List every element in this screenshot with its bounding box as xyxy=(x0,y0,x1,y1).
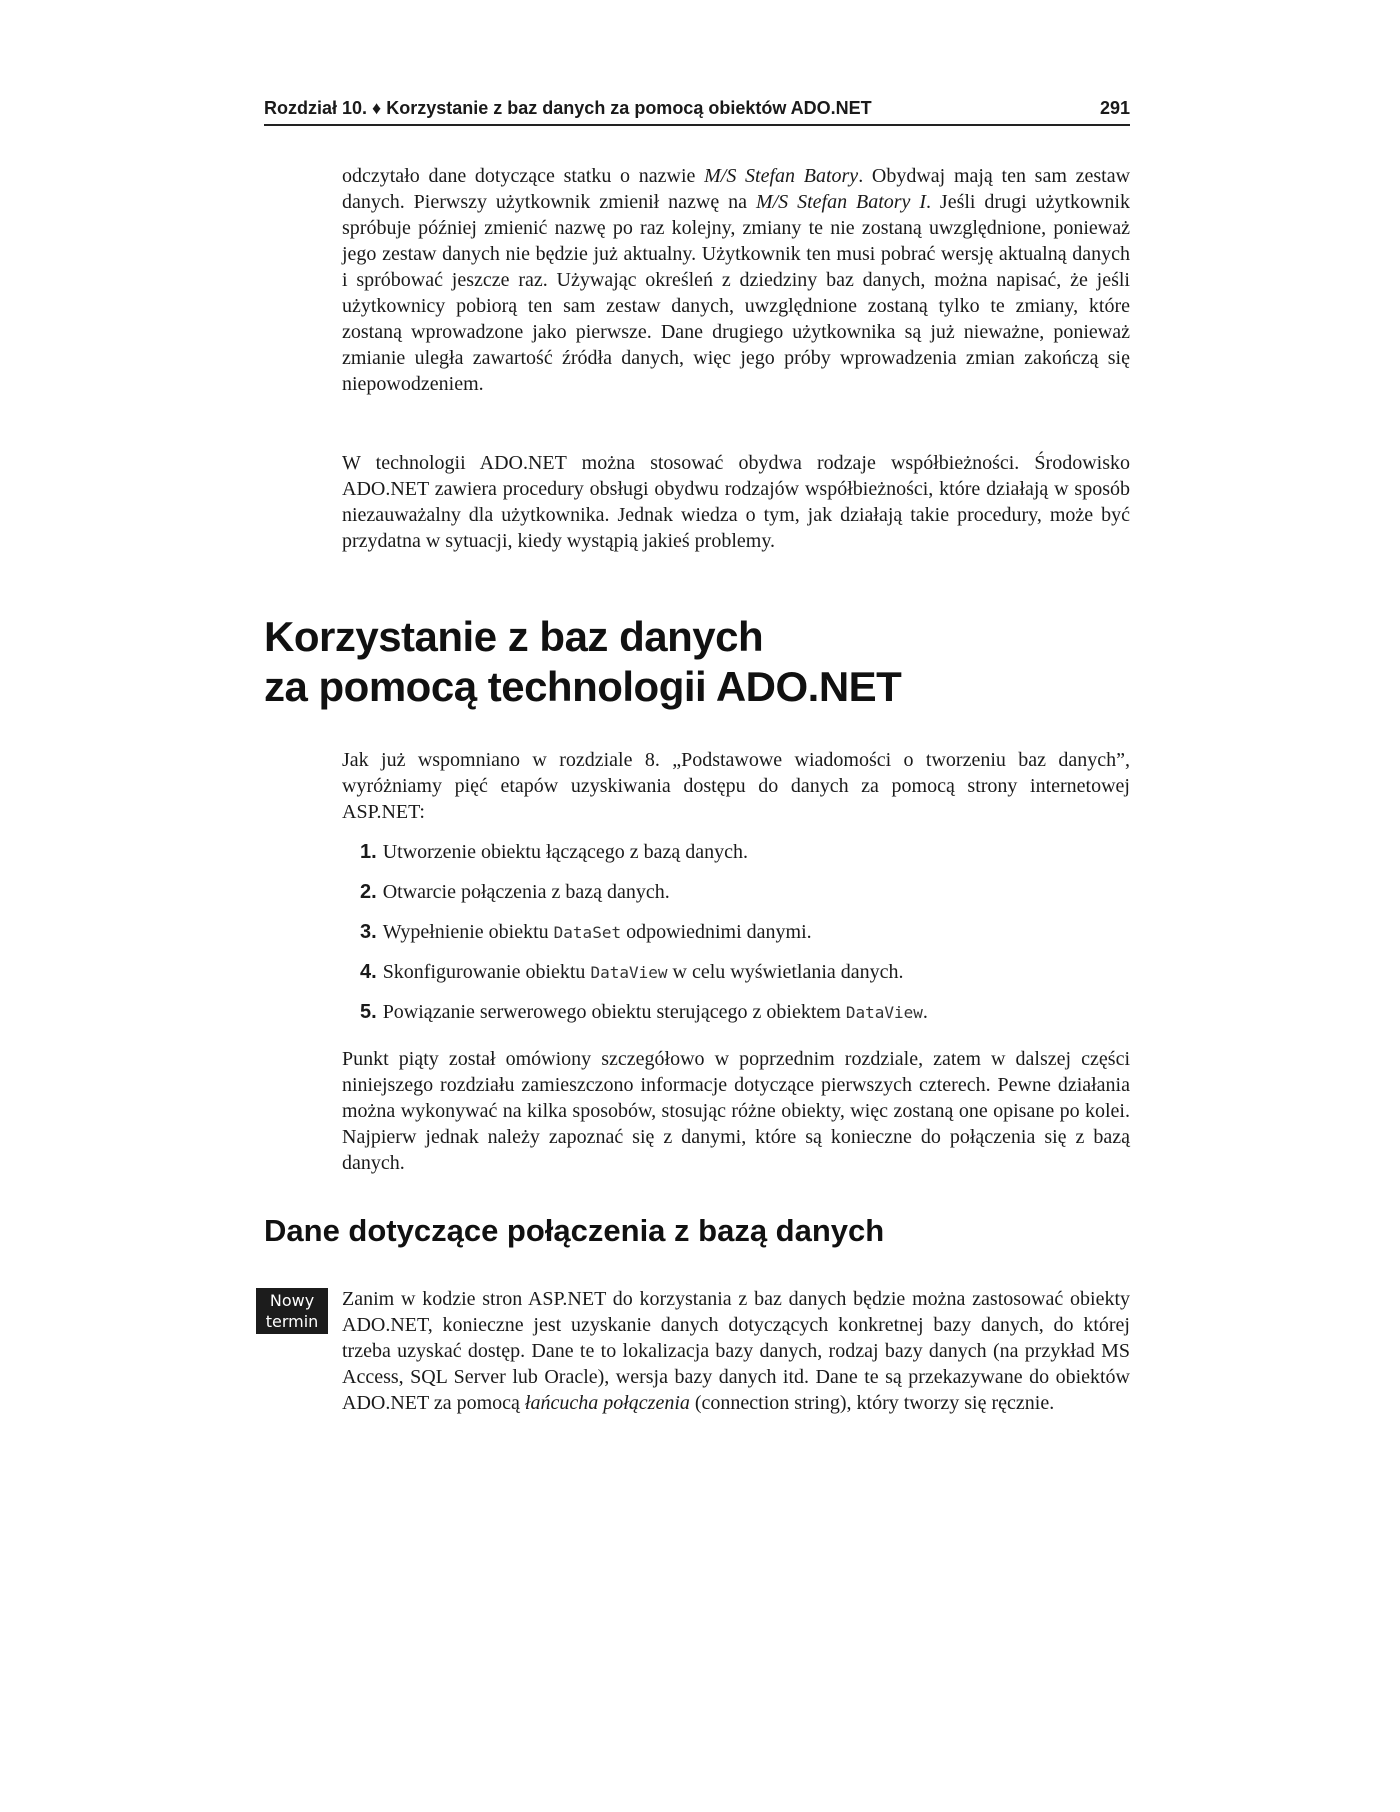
paragraph-text: (connection string), który tworzy się ręcznie. xyxy=(689,1392,1055,1414)
paragraph-summary: Punkt piąty został omówiony szczegółowo w poprzednim rozdziale, zatem w dalszej części niniejszego rozdziału zamieszczono informacje dotyczące pierwszych czterech. Pewne działania można wykonywać na kilka sposobów, stosując różne obiekty, więc zostaną one opisane po kolei. Najpierw jednak należy zapoznać się z danymi, które są konieczne do połączenia się z bazą danych. xyxy=(342,1048,1130,1174)
chapter-title: Korzystanie z baz danych za pomocą obiektów ADO.NET xyxy=(386,98,872,118)
list-item xyxy=(360,879,928,919)
page-number: 291 xyxy=(1099,98,1130,118)
ship-name: M/S Stefan Batory I xyxy=(755,191,927,213)
running-header xyxy=(264,98,1130,126)
new-term: łańcucha połączenia xyxy=(524,1392,690,1414)
code-term: DataView xyxy=(845,1003,923,1022)
list-item xyxy=(360,999,928,1039)
steps-list xyxy=(360,839,928,1039)
section-heading xyxy=(264,612,901,712)
list-number: 5. xyxy=(360,1001,377,1023)
list-text: Wypełnienie obiektu xyxy=(382,921,554,943)
paragraph-concurrency-example xyxy=(342,163,1130,397)
new-term-badge xyxy=(256,1288,328,1334)
list-item xyxy=(360,959,928,999)
paragraph-text: Zanim w kodzie stron ASP.NET do korzystania z baz danych będzie można zastosować obiekty ADO.NET, konieczne jest uzyskanie danych dotyczących konkretnej bazy danych, do której trzeba uzyskać dostęp. Dane te to lokalizacja bazy danych, rodzaj bazy danych (na przykład MS Access, SQL Server lub Oracle), wersja bazy danych itd. Dane te są przekazywane do obiektów ADO.NET za pomocą xyxy=(342,1288,1130,1414)
list-text: w celu wyświetlania danych. xyxy=(667,961,904,983)
badge-line: termin xyxy=(265,1312,319,1331)
section-heading-line: Korzystanie z baz danych xyxy=(264,613,764,660)
paragraph-ado-concurrency: W technologii ADO.NET można stosować obydwa rodzaje współbieżności. Środowisko ADO.NET zawiera procedury obsługi obydwu rodzajów współbieżności, które działają w sposób niezauważalny dla użytkownika. Jednak wiedza o tym, jak działają takie procedury, może być przydatna w sytuacji, kiedy wystąpią jakieś problemy. xyxy=(342,452,1130,552)
bullet-icon: ♦ xyxy=(372,98,382,118)
list-text: Skonfigurowanie obiektu xyxy=(382,961,591,983)
ship-name: M/S Stefan Batory xyxy=(704,165,859,187)
list-text: . xyxy=(922,1001,928,1023)
list-number: 1. xyxy=(360,841,377,863)
list-item xyxy=(360,839,928,879)
code-term: DataSet xyxy=(553,923,622,942)
badge-line: Nowy xyxy=(269,1291,315,1310)
list-text: odpowiednimi danymi. xyxy=(621,921,812,943)
list-text: Otwarcie połączenia z bazą danych. xyxy=(382,881,670,903)
list-number: 2. xyxy=(360,881,377,903)
code-term: DataView xyxy=(590,963,668,982)
list-number: 3. xyxy=(360,921,377,943)
list-text: Utworzenie obiektu łączącego z bazą danych. xyxy=(382,841,749,863)
paragraph-connection-string xyxy=(342,1286,1130,1416)
list-number: 4. xyxy=(360,961,377,983)
list-item xyxy=(360,919,928,959)
paragraph-text: . Obydwaj mają ten sam zestaw danych. Pierwszy użytkownik zmienił nazwę na xyxy=(342,165,1131,213)
subsection-heading: Dane dotyczące połączenia z bazą danych xyxy=(264,1213,885,1248)
paragraph-text: . Jeśli drugi użytkownik spróbuje później zmienić nazwę po raz kolejny, zmiany te nie zostaną uwzględnione, ponieważ jego zestaw danych nie będzie już aktualny. Użytkownik ten musi pobrać wersję aktualną danych i spróbować jeszcze raz. Używając określeń z dziedziny baz danych, można napisać, że jeśli użytkownicy pobiorą ten sam zestaw danych, uwzględnione zostaną tylko te zmiany, które zostaną wprowadzone jako pierwsze. Dane drugiego użytkownika są już nieważne, ponieważ zmianie uległa zawartość źródła danych, więc jego próby wprowadzenia zmian zakończą się niepowodzeniem. xyxy=(342,191,1130,395)
section-heading-line: za pomocą technologii ADO.NET xyxy=(264,663,902,710)
list-text: Powiązanie serwerowego obiektu sterującego z obiektem xyxy=(382,1001,846,1023)
paragraph-text: odczytało dane dotyczące statku o nazwie xyxy=(342,165,705,187)
chapter-number: Rozdział 10. xyxy=(264,98,368,118)
paragraph-intro-steps: Jak już wspomniano w rozdziale 8. „Podstawowe wiadomości o tworzeniu baz danych”, wyróżniamy pięć etapów uzyskiwania dostępu do danych za pomocą strony internetowej ASP.NET: xyxy=(342,749,1130,823)
header-chapter-title xyxy=(264,98,872,119)
